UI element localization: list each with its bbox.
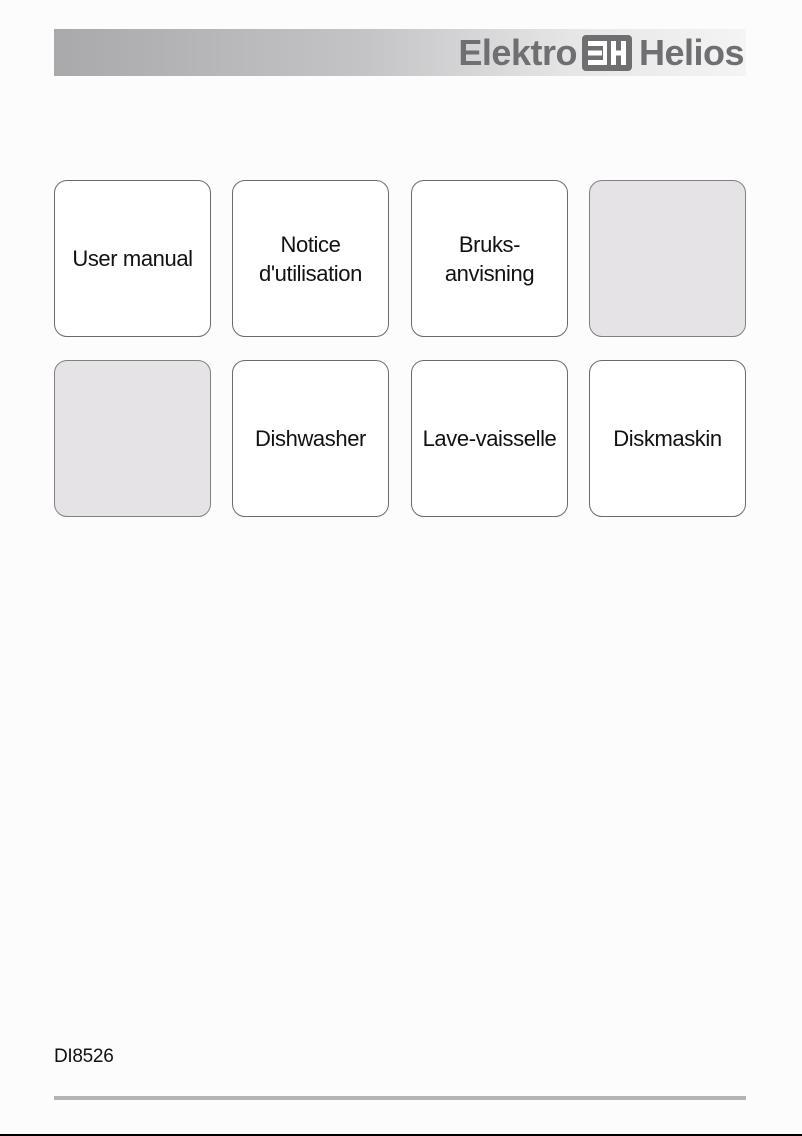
tile-blank-shaded (54, 360, 211, 517)
model-number: DI8526 (54, 1046, 114, 1067)
eh-logo-icon (582, 35, 632, 71)
brand-name-left: Elektro (458, 32, 577, 73)
tile-label: Notice d'utilisation (259, 231, 362, 286)
tile-blank-shaded (589, 180, 746, 337)
tile-lave-vaisselle (411, 360, 568, 517)
tile-label: Dishwasher (255, 426, 366, 451)
tile-dishwasher (232, 360, 389, 517)
tile-user-manual (54, 180, 211, 337)
tile-label: User manual (72, 246, 193, 271)
tile-label: Lave-vaisselle (422, 426, 557, 451)
footer-divider (54, 1096, 746, 1100)
brand-logo (458, 33, 744, 73)
tile-label: Bruks- anvisning (444, 231, 535, 286)
tile-notice-utilisation (232, 180, 389, 337)
tile-bruksanvisning (411, 180, 568, 337)
tile-label: Diskmaskin (613, 426, 722, 451)
tile-diskmaskin (589, 360, 746, 517)
brand-name-right: Helios (638, 32, 744, 73)
